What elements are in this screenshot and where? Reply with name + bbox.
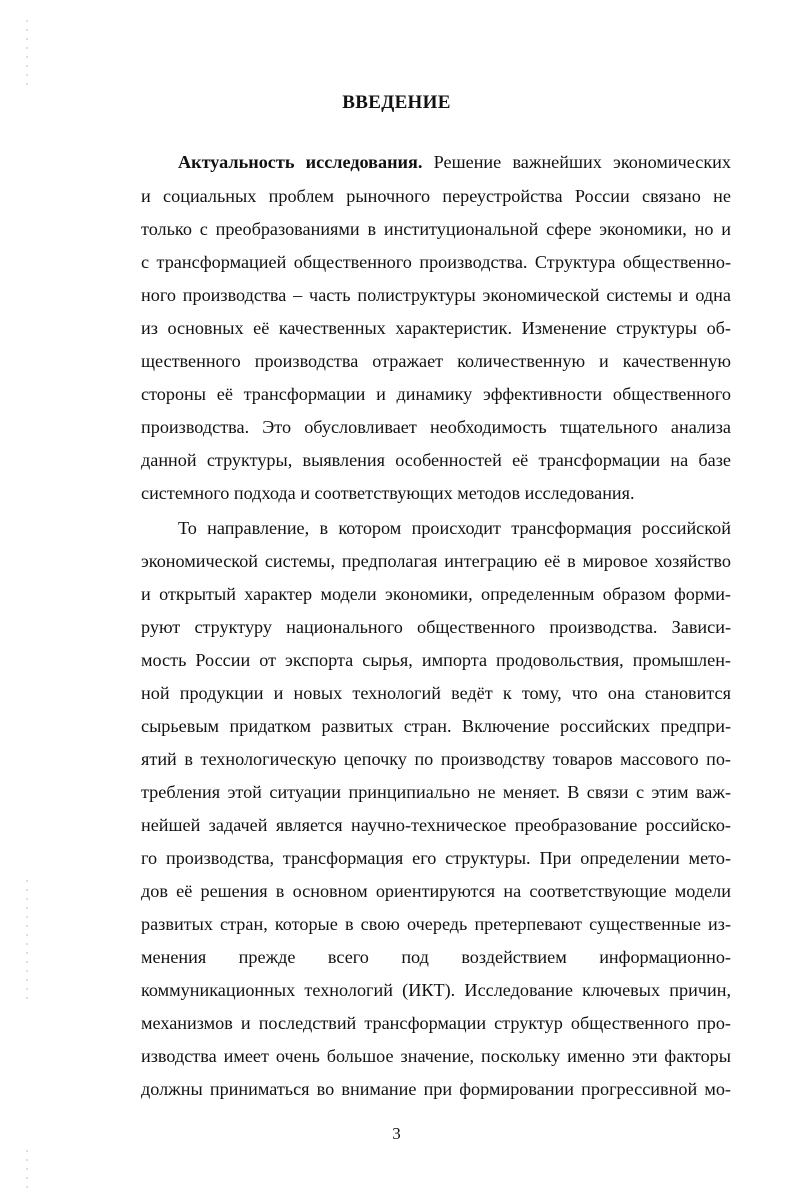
paragraph-line: дов её решения в основном ориентируются на соответствующие модели: [141, 881, 731, 901]
scan-edge-mark: [26, 20, 28, 90]
paragraph-line: менения прежде всего под воздействием информационно-: [141, 947, 731, 967]
paragraph-line: системного подхода и соответствующих методов исследования.: [141, 483, 635, 503]
paragraph-line: нейшей задачей является научно-техническое преобразование российско-: [141, 815, 731, 835]
paragraph-line: и открытый характер модели экономики, определенным образом форми-: [141, 584, 731, 604]
paragraph-line: из основных её качественных характеристик. Изменение структуры об-: [141, 318, 731, 338]
paragraph-line: руют структуру национального общественного производства. Зависи-: [141, 617, 731, 637]
paragraph-line: То направление, в котором происходит трансформация российской: [178, 518, 731, 538]
lead-phrase: Актуальность исследования.: [178, 152, 423, 172]
paragraph-line: данной структуры, выявления особенностей её трансформации на базе: [141, 450, 731, 470]
paragraph-line: сырьевым придатком развитых стран. Включение российских предпри-: [141, 716, 731, 736]
paragraph-line: го производства, трансформация его структуры. При определении мето-: [141, 848, 731, 868]
paragraph-line: развитых стран, которые в свою очередь претерпевают существенные из-: [141, 914, 731, 934]
paragraph-line: изводства имеет очень большое значение, поскольку именно эти факторы: [141, 1046, 731, 1066]
scan-edge-mark: [26, 1150, 28, 1190]
scan-edge-mark: [26, 880, 28, 1000]
paragraph-line: производства. Это обусловливает необходимость тщательного анализа: [141, 417, 731, 437]
paragraph-line: экономической системы, предполагая интеграцию её в мировое хозяйство: [141, 551, 731, 571]
paragraph-line: с трансформацией общественного производства. Структура общественно-: [141, 252, 731, 272]
paragraph-line: мость России от экспорта сырья, импорта продовольствия, промышлен-: [141, 650, 731, 670]
paragraph-line: ной продукции и новых технологий ведёт к тому, что она становится: [141, 683, 731, 703]
paragraph-line: должны приниматься во внимание при формировании прогрессивной мо-: [141, 1079, 731, 1099]
paragraph-line: только с преобразованиями в институциональной сфере экономики, но и: [141, 219, 731, 239]
paragraph-line: и социальных проблем рыночного переустройства России связано не: [141, 186, 731, 206]
page-number: 3: [392, 1124, 401, 1143]
paragraph-line: требления этой ситуации принципиально не меняет. В связи с этим важ-: [141, 782, 731, 802]
paragraph-line: Актуальность исследования. Решение важнейших экономических: [178, 152, 731, 172]
paragraph-line: щественного производства отражает количественную и качественную: [141, 351, 731, 371]
paragraph-line: ного производства – часть полиструктуры экономической системы и одна: [141, 285, 731, 305]
paragraph-line: коммуникационных технологий (ИКТ). Исследование ключевых причин,: [141, 980, 731, 1000]
paragraph-line: ятий в технологическую цепочку по производству товаров массового по-: [141, 749, 731, 769]
paragraph-line: стороны её трансформации и динамику эффективности общественного: [141, 384, 731, 404]
paragraph-line: механизмов и последствий трансформации структур общественного про-: [141, 1013, 731, 1033]
section-heading: ВВЕДЕНИЕ: [342, 92, 451, 113]
